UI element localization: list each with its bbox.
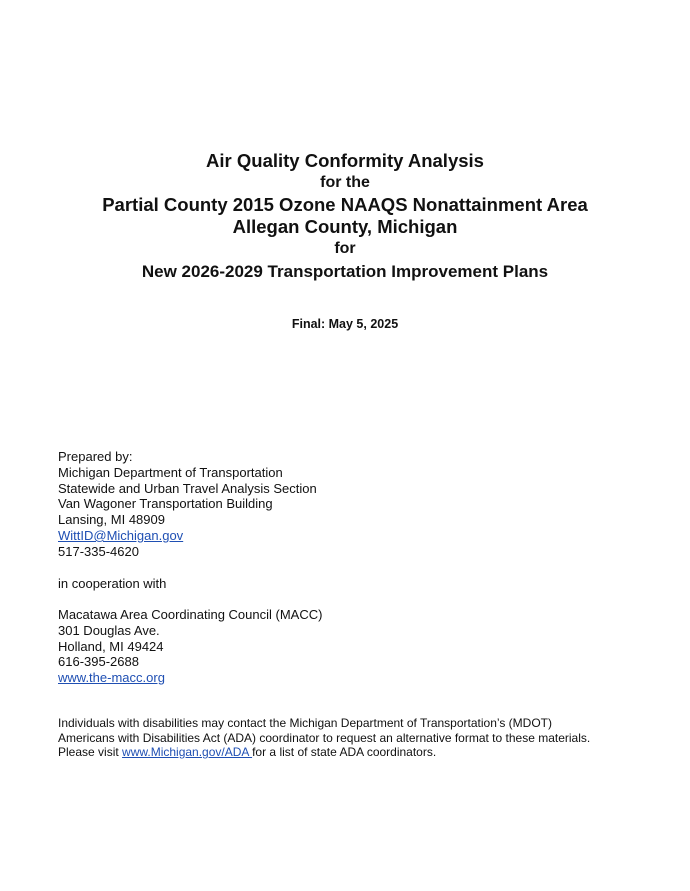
prepared-by-block xyxy=(58,449,317,560)
ada-line-3-suffix: for a list of state ADA coordinators. xyxy=(252,745,437,759)
ada-link[interactable]: www.Michigan.gov/ADA xyxy=(122,745,253,759)
ada-line-1: Individuals with disabilities may contact the Michigan Department of Transportation’s (MDOT) xyxy=(58,716,552,730)
final-date: Final: May 5, 2025 xyxy=(291,317,399,331)
prepared-by-city: Lansing, MI 48909 xyxy=(58,512,165,528)
cooperation-line: in cooperation with xyxy=(58,576,167,591)
ada-line-3-prefix: Please visit xyxy=(58,745,123,759)
title-line-6: New 2026-2029 Transportation Improvement Plans xyxy=(141,262,549,281)
prepared-by-phone: 517-335-4620 xyxy=(58,543,139,559)
macc-phone: 616-395-2688 xyxy=(58,654,139,670)
document-title xyxy=(0,150,690,284)
title-line-1: Air Quality Conformity Analysis xyxy=(206,150,484,171)
ada-line-2: Americans with Disabilities Act (ADA) coordinator to request an alternative format to these materials. xyxy=(58,730,591,745)
prepared-by-org: Michigan Department of Transportation xyxy=(58,464,283,480)
title-line-2: for the xyxy=(320,174,370,191)
title-line-5: for xyxy=(334,240,356,257)
macc-block xyxy=(58,607,322,686)
macc-website-link[interactable]: www.the-macc.org xyxy=(58,670,165,686)
prepared-by-email-link[interactable]: WittID@Michigan.gov xyxy=(58,527,184,543)
macc-street: 301 Douglas Ave. xyxy=(58,622,160,638)
cooperation-text xyxy=(58,576,166,592)
prepared-by-building: Van Wagoner Transportation Building xyxy=(58,496,273,512)
macc-name: Macatawa Area Coordinating Council (MACC) xyxy=(58,607,323,622)
ada-notice xyxy=(58,716,590,760)
prepared-by-heading: Prepared by: xyxy=(58,449,133,464)
ada-line-3 xyxy=(58,745,590,760)
title-line-4: Allegan County, Michigan xyxy=(232,216,458,237)
macc-city: Holland, MI 49424 xyxy=(58,638,164,654)
title-line-3: Partial County 2015 Ozone NAAQS Nonattainment Area xyxy=(102,194,588,215)
prepared-by-section: Statewide and Urban Travel Analysis Section xyxy=(58,480,317,496)
